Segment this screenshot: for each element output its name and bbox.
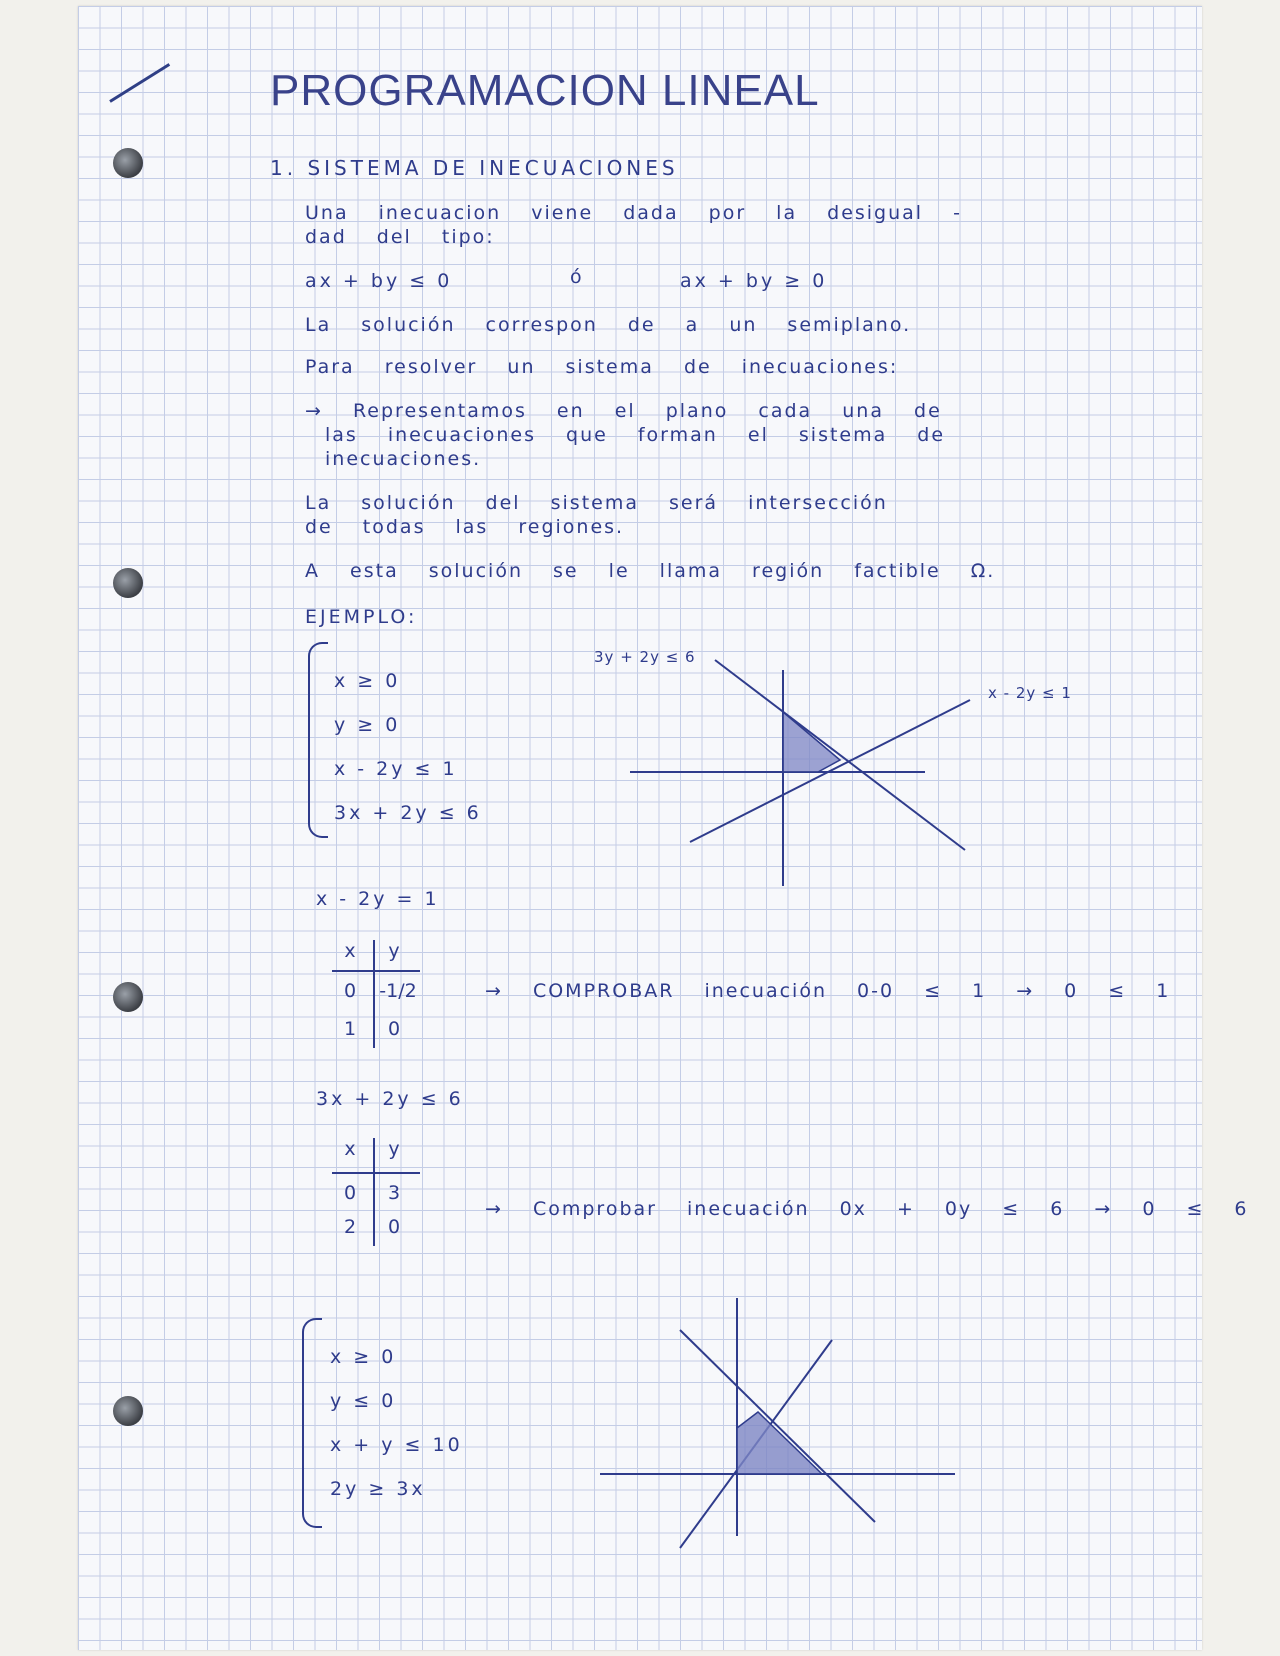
example-label: EJEMPLO:: [305, 606, 418, 628]
table1-header-x: x: [344, 940, 356, 962]
system1-ineq-1: x ≥ 0: [334, 670, 401, 692]
method-text: Para resolver un sistema de inecuaciones:: [305, 356, 899, 378]
table1-header-y: y: [388, 940, 400, 962]
table1-divider-v: [373, 940, 375, 1048]
binder-hole: [113, 982, 143, 1012]
graph1-label-b: x - 2y ≤ 1: [988, 684, 1072, 702]
intersect-line-2: de todas las regiones.: [305, 516, 625, 538]
form-or: ó: [570, 266, 585, 288]
form-left: ax + by ≤ 0: [305, 270, 453, 292]
system1-ineq-2: y ≥ 0: [334, 714, 401, 736]
graph2-line-x-plus-y: [680, 1330, 875, 1522]
intro-line-1: Una inecuacion viene dada por la desigual -: [305, 202, 962, 224]
binder-hole: [113, 1396, 143, 1426]
graph1: [620, 650, 960, 890]
system2-ineq-1: x ≥ 0: [330, 1346, 397, 1368]
step1-line-1: → Representamos en el plano cada una de: [305, 400, 942, 422]
table1-divider-h: [332, 970, 420, 972]
table2-divider-v: [373, 1138, 375, 1246]
system2-ineq-2: y ≤ 0: [330, 1390, 397, 1412]
system1-ineq-3: x - 2y ≤ 1: [334, 758, 458, 780]
page-title: PROGRAMACION LINEAL: [270, 66, 820, 115]
section-heading: 1. SISTEMA DE INECUACIONES: [270, 156, 679, 180]
graph2-feasible-region: [737, 1412, 822, 1474]
system-brace: [308, 642, 328, 838]
table2-header-y: y: [388, 1138, 400, 1160]
form-right: ax + by ≥ 0: [680, 270, 828, 292]
graph2: [600, 1296, 960, 1556]
step1-line-3: inecuaciones.: [325, 448, 482, 470]
table1-cell: 1: [343, 1018, 357, 1040]
table2-equation: 3x + 2y ≤ 6: [316, 1088, 464, 1110]
graph1-feasible-region: [783, 712, 840, 772]
binder-hole: [113, 148, 143, 178]
table2-cell: 3: [387, 1182, 401, 1204]
table1-cell: 0: [343, 980, 357, 1002]
step1-line-2: las inecuaciones que forman el sistema de: [325, 424, 946, 446]
table2-cell: 0: [387, 1216, 401, 1238]
graph1-label-a: 3y + 2y ≤ 6: [594, 648, 696, 666]
system2-ineq-4: 2y ≥ 3x: [330, 1478, 426, 1500]
binder-hole: [113, 568, 143, 598]
table2-header-x: x: [344, 1138, 356, 1160]
intersect-line-1: La solución del sistema será intersección: [305, 492, 888, 514]
feasible-region-text: A esta solución se le llama región factible Ω.: [305, 560, 996, 582]
system2-ineq-3: x + y ≤ 10: [330, 1434, 463, 1456]
table2-check: → Comprobar inecuación 0x + 0y ≤ 6 → 0 ≤ 6: [485, 1198, 1249, 1220]
table1-check: → COMPROBAR inecuación 0-0 ≤ 1 → 0 ≤ 1: [485, 980, 1171, 1002]
table1-cell: 0: [387, 1018, 401, 1040]
graph1-line-3x-2y: [715, 660, 965, 850]
table1-cell: -1/2: [379, 980, 417, 1002]
table2-cell: 2: [343, 1216, 357, 1238]
system2-brace: [302, 1318, 322, 1528]
table1-equation: x - 2y = 1: [316, 888, 440, 910]
table2-cell: 0: [343, 1182, 357, 1204]
intro-line-2: dad del tipo:: [305, 226, 495, 248]
system1-ineq-4: 3x + 2y ≤ 6: [334, 802, 482, 824]
solution-text: La solución correspon de a un semiplano.: [305, 314, 912, 336]
table2-divider-h: [332, 1172, 420, 1174]
